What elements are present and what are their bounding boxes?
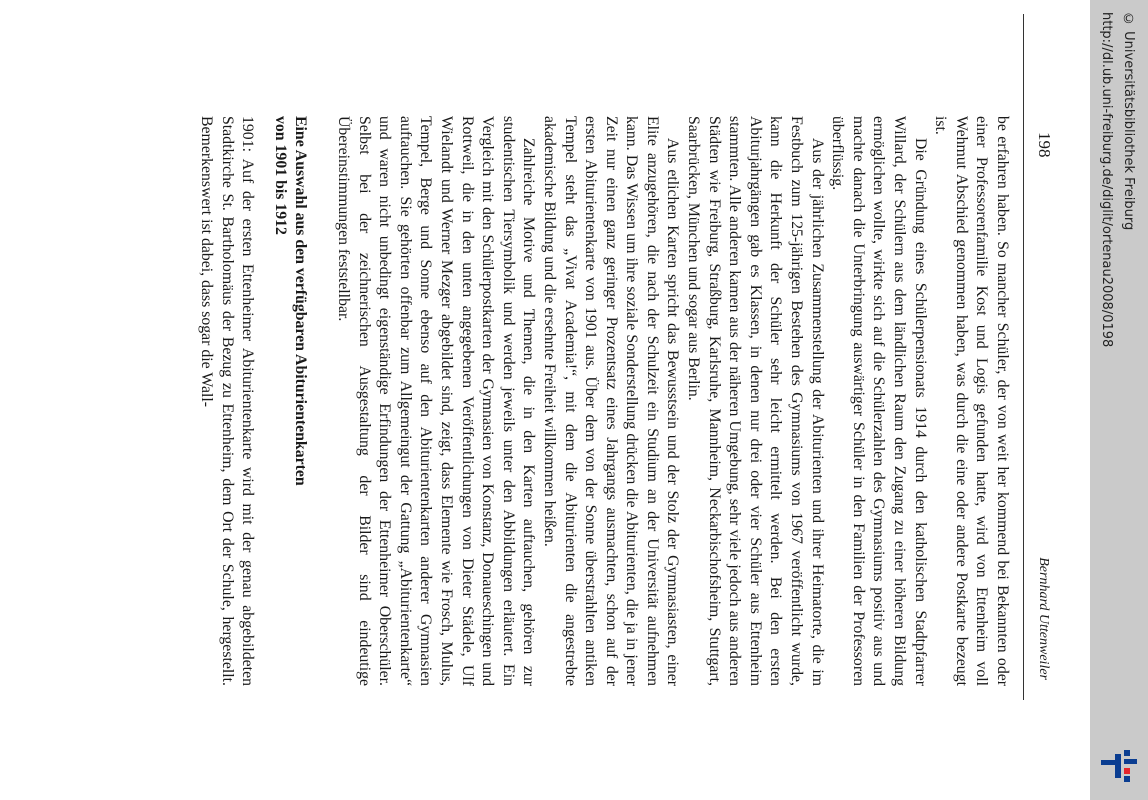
section-heading-line-2: von 1901 bis 1912 (271, 116, 289, 235)
page-number: 198 (1035, 132, 1054, 158)
paragraph: Zahlreiche Motive und Themen, die in den Karten auftauchen, gehören zur studentischen Tiersymbolik und werden jeweils unter den Abbildungen erläutert. Ein Vergleich mit den Schülerpostkarten der Gymnasien von Konstanz, Donaueschingen und Rottweil, die in den unten angegebenen Veröffentlichungen von Dieter Städele, Ulf Wielandt und Werner Mezger abgebildet sind, zeigt, dass Elemente wie Frosch, Mulus, Tempel, Berge und Sonne ebenso auf den Abiturientenkarten anderer Gymnasien auftauchen. Sie gehörten offenbar zum Allgemeingut der Gattung „Abiturientenkarte“ und waren nicht unbedingt eigenständige Erfindungen der Ettenheimer Oberschüler. Selbst bei der zeichnerischen Ausgestaltung der Bilder sind eindeutige Übereinstimmungen feststellbar. (335, 116, 538, 686)
section-heading-line-1: Eine Auswahl aus den verfügbaren Abiturientenkarten (292, 116, 310, 486)
page-body (195, 116, 1012, 686)
copyright-text: © Universitätsbibliothek Freiburg (1121, 12, 1136, 231)
page-header (1023, 14, 1066, 700)
running-head: Bernhard Uttenweiler (1036, 557, 1051, 680)
sidebar (1090, 0, 1148, 800)
paragraph: Die Gründung eines Schülerpensionats 1914 durch den katholischen Stadtpfarrer Willard, der Schülern aus dem ländlichen Raum den Zugang zu einer höheren Bildung ermöglichen wollte, wirkte sich auf die Schülerzahlen des Gymnasiums positiv aus und machte danach die Unterbringung auswärtiger Schüler in den Familien der Professoren überflüssig. (829, 116, 929, 686)
paragraph: Aus etlichen Karten spricht das Bewusstsein und der Stolz der Gymnasiasten, einer Elite anzugehören, die nach der Schulzeit ein Studium an der Universität aufnehmen kann. Das Wissen um ihre soziale Sonderstellung drücken die Abiturienten, die ja in jener Zeit nur einen ganz geringer Prozentsatz eines Jahrgangs ausmachten, schon auf der ersten Abiturientenkarte von 1901 aus. Über dem von der Sonne überstrahlten antiken Tempel steht das „Vivat Academia!“, mit dem die Abiturienten die angestrebte akademische Bildung und die ersehnte Freiheit willkommen heißen. (540, 116, 682, 686)
paragraph: be erfahren haben. So mancher Schüler, der von weit her kommend bei Bekannten oder einer Professorenfamilie Kost und Logis gefunden hatte, wird von Ettenheim voll Wehmut Abschied genommen haben, was durch die eine oder andere Postkarte bezeugt ist. (932, 116, 1011, 686)
ub-freiburg-logo-icon[interactable] (1099, 742, 1139, 786)
section-heading (269, 116, 310, 686)
source-url-link[interactable]: http://dl.ub.uni-freiburg.de/diglit/ortenau2008/0198 (1099, 12, 1114, 348)
paragraph: Aus der jährlichen Zusammenstellung der Abiturienten und ihrer Heimatorte, die im Festbuch zum 125-jährigen Bestehen des Gymnasiums von 1967 veröffentlicht wurde, kann die Herkunft der Schüler sehr leicht ermittelt werden. Bei den ersten Abiturjahrgängen gab es Klassen, in denen nur drei oder vier Schüler aus Ettenheim stammten. Alle anderen kamen aus der näheren Umgebung, sehr viele jedoch aus anderen Städten wie Freiburg, Straßburg, Karlsruhe, Mannheim, Neckarbischofsheim, Stuttgart, Saarbrücken, München und sogar aus Berlin. (685, 116, 826, 686)
paragraph: 1901: Auf der ersten Ettenheimer Abiturientenkarte wird mit der genau abgebildeten Stadtkirche St. Bartholomäus der Bezug zu Ettenheim, dem Ort der Schule, hergestellt. Bemerkenswert ist dabei, dass sogar die Wall- (198, 116, 257, 686)
